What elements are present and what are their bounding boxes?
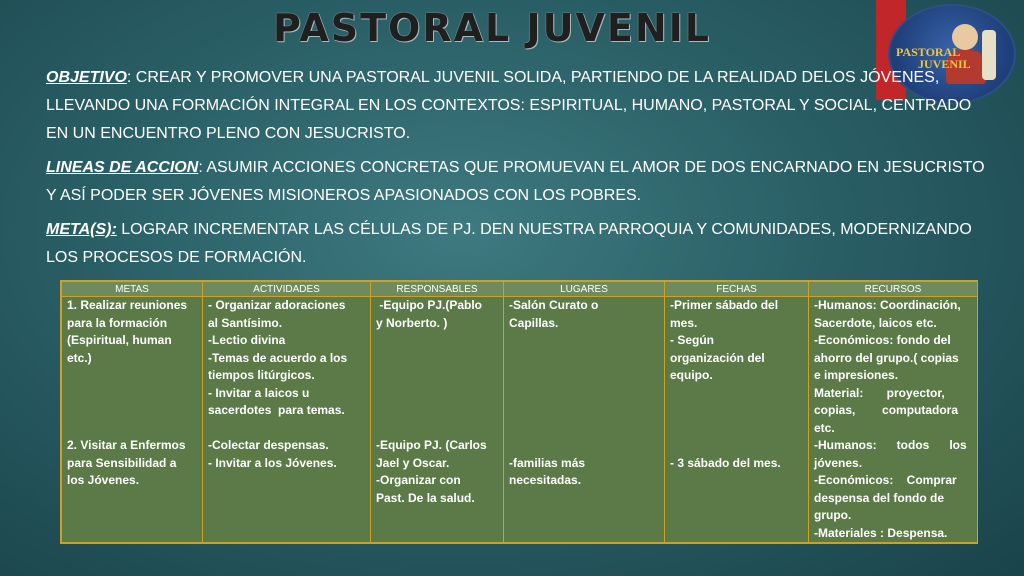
objetivo-paragraph bbox=[46, 64, 986, 148]
metas-line: 1. Realizar reuniones bbox=[67, 298, 188, 312]
recursos-cell bbox=[809, 297, 978, 543]
metas-line bbox=[67, 367, 197, 385]
metas-line: para Sensibilidad a bbox=[67, 455, 177, 470]
recursos-line: -Materiales : Despensa. bbox=[814, 525, 948, 540]
actividades-line: sacerdotes para temas. bbox=[208, 403, 345, 417]
actividades-line: -Lectio divina bbox=[208, 333, 286, 347]
recursos-line: -Económicos: Comprar bbox=[814, 473, 957, 487]
actividades-cell bbox=[203, 297, 371, 543]
header-lugares: LUGARES bbox=[504, 282, 665, 297]
planning-table bbox=[60, 280, 978, 544]
recursos-line: Material: proyector, bbox=[814, 385, 945, 400]
fechas-line bbox=[670, 385, 803, 403]
meta-paragraph bbox=[46, 216, 986, 272]
lugares-line bbox=[509, 420, 659, 438]
metas-line bbox=[67, 420, 197, 438]
metas-line: (Espiritual, human bbox=[67, 333, 172, 347]
header-actividades: ACTIVIDADES bbox=[203, 282, 371, 297]
responsables-line bbox=[376, 367, 498, 385]
recursos-line: ahorro del grupo.( copias bbox=[814, 350, 959, 365]
responsables-line: y Norberto. ) bbox=[376, 315, 448, 330]
metas-line bbox=[67, 385, 197, 403]
responsables-line bbox=[376, 350, 498, 368]
responsables-cell bbox=[371, 297, 504, 543]
lineas-label: LINEAS DE ACCION bbox=[46, 159, 199, 176]
actividades-line: tiempos litúrgicos. bbox=[208, 368, 315, 382]
fechas-line: - Según bbox=[670, 333, 714, 347]
page-title: PASTORAL JUVENIL bbox=[273, 6, 711, 50]
recursos-line: Sacerdote, laicos etc. bbox=[814, 315, 937, 330]
metas-line: los Jóvenes. bbox=[67, 473, 140, 487]
recursos-line: -Económicos: fondo del bbox=[814, 333, 951, 347]
fechas-line bbox=[670, 420, 803, 438]
logo-line-1: PASTORAL bbox=[896, 45, 961, 59]
fechas-line: equipo. bbox=[670, 368, 713, 382]
responsables-line bbox=[376, 420, 498, 438]
responsables-line: -Equipo PJ.(Pablo bbox=[376, 298, 483, 312]
metas-cell bbox=[62, 297, 203, 543]
recursos-line: -Humanos: todos los bbox=[814, 438, 967, 452]
lugares-line bbox=[509, 367, 659, 385]
fechas-line: mes. bbox=[670, 315, 698, 330]
actividades-line: - Invitar a los Jóvenes. bbox=[208, 455, 337, 470]
recursos-line: jóvenes. bbox=[814, 455, 863, 470]
metas-line: para la formación bbox=[67, 315, 168, 330]
meta-text: LOGRAR INCREMENTAR LAS CÉLULAS DE PJ. DEN NUESTRA PARROQUIA Y COMUNIDADES, MODERNIZANDO LOS PROCESOS DE FORMACIÓN. bbox=[46, 221, 972, 266]
actividades-line: -Temas de acuerdo a los bbox=[208, 350, 348, 365]
table-row bbox=[62, 297, 978, 543]
metas-line bbox=[67, 402, 197, 420]
lineas-paragraph bbox=[46, 154, 986, 210]
header-fechas: FECHAS bbox=[665, 282, 809, 297]
fechas-line: organización del bbox=[670, 350, 765, 365]
lugares-line bbox=[509, 385, 659, 403]
responsables-line bbox=[376, 332, 498, 350]
responsables-line: Past. De la salud. bbox=[376, 490, 475, 505]
fechas-line bbox=[670, 402, 803, 420]
actividades-line: - Invitar a laicos u bbox=[208, 385, 310, 400]
lugares-line: -familias más bbox=[509, 455, 586, 470]
responsables-line bbox=[376, 402, 498, 420]
recursos-line: grupo. bbox=[814, 508, 852, 522]
objetivo-text: : CREAR Y PROMOVER UNA PASTORAL JUVENIL SOLIDA, PARTIENDO DE LA REALIDAD DELOS JÓVENES, LLEVANDO UNA FORMACIÓN INTEGRAL EN LOS CONTEXTOS: ESPIRITUAL, HUMANO, PASTORAL Y SOCIAL, CENTRADO EN UN ENCUENTRO PLENO CON JESUCRISTO. bbox=[46, 69, 972, 142]
responsables-line: -Equipo PJ. (Carlos bbox=[376, 438, 487, 452]
table-header-row bbox=[62, 282, 978, 297]
lugares-line bbox=[509, 437, 659, 455]
fechas-cell bbox=[665, 297, 809, 543]
recursos-line: despensa del fondo de bbox=[814, 490, 945, 505]
header-metas: METAS bbox=[62, 282, 203, 297]
actividades-line bbox=[208, 420, 365, 438]
recursos-line: copias, computadora bbox=[814, 403, 959, 417]
metas-line: etc.) bbox=[67, 350, 92, 365]
fechas-line: - 3 sábado del mes. bbox=[670, 455, 781, 470]
fechas-line bbox=[670, 437, 803, 455]
header-responsables: RESPONSABLES bbox=[371, 282, 504, 297]
objetivo-label: OBJETIVO bbox=[46, 69, 127, 86]
responsables-line: Jael y Oscar. bbox=[376, 455, 450, 470]
recursos-line: -Humanos: Coordinación, bbox=[814, 298, 961, 312]
lugares-line: necesitadas. bbox=[509, 473, 582, 487]
lugares-line bbox=[509, 332, 659, 350]
lugares-line: Capillas. bbox=[509, 315, 559, 330]
responsables-line: -Organizar con bbox=[376, 473, 461, 487]
fechas-line: -Primer sábado del bbox=[670, 298, 779, 312]
header-recursos: RECURSOS bbox=[809, 282, 978, 297]
actividades-line: -Colectar despensas. bbox=[208, 438, 329, 452]
lugares-line bbox=[509, 402, 659, 420]
lugares-cell bbox=[504, 297, 665, 543]
recursos-line: etc. bbox=[814, 420, 835, 435]
lugares-line: -Salón Curato o bbox=[509, 298, 599, 312]
metas-line: 2. Visitar a Enfermos bbox=[67, 438, 186, 452]
lineas-text: : ASUMIR ACCIONES CONCRETAS QUE PROMUEVAN EL AMOR DE DOS ENCARNADO EN JESUCRISTO Y ASÍ PODER SER JÓVENES MISIONEROS APASIONADOS CON LOS POBRES. bbox=[46, 159, 985, 204]
actividades-line: - Organizar adoraciones bbox=[208, 298, 346, 312]
lugares-line bbox=[509, 350, 659, 368]
recursos-line: e impresiones. bbox=[814, 368, 899, 382]
responsables-line bbox=[376, 385, 498, 403]
meta-label: META(S): bbox=[46, 221, 117, 238]
actividades-line: al Santísimo. bbox=[208, 315, 283, 330]
logo-line-2: JUVENIL bbox=[918, 57, 971, 71]
